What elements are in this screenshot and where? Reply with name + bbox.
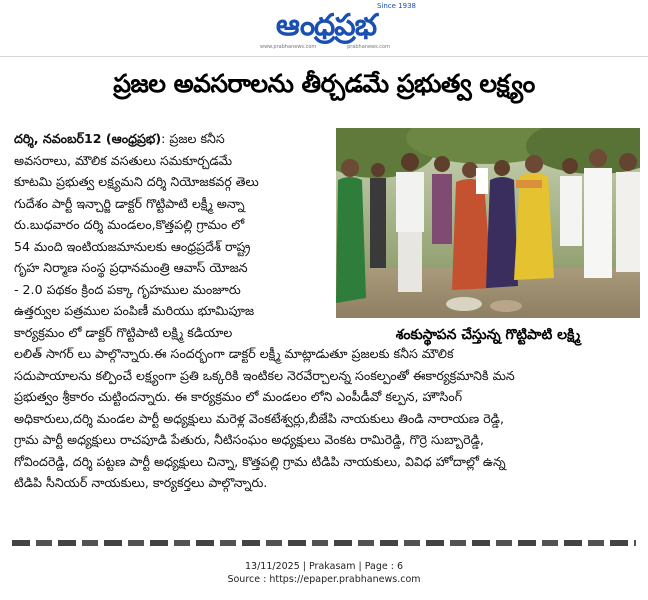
article-line: కార్యక్రమం లో డాక్టర్ గొట్టిపాటి లక్ష్మి కడియాల [14,324,233,340]
dateline: దర్శి, నవంబర్12 (ఆంధ్రప్రభ) [14,131,162,146]
article-line: అవసరాలు, మౌలిక వసతులు సమకూర్చడమే [14,152,233,168]
article-column [14,128,332,343]
logo-url-right: prabhanews.com [347,44,390,50]
article-line: గోవిందరెడ్డి, దర్శి పట్టణ పార్టీ అధ్యక్షులు చిన్నా, కొత్తపల్లి గ్రామ టిడిపి నాయకులు, వివిధ హోదాల్లో ఉన్న [14,453,506,469]
article-body-full [14,343,636,494]
clipped-text-edge [12,540,636,546]
article-line: లలిత్ సాగర్ లు పాల్గొన్నారు.ఈ సందర్భంగా డాక్టర్ లక్ష్మీ మాట్లాడుతూ ప్రజలకు కనీస మౌలిక [14,346,454,361]
article-line: ప్రభుత్వం శ్రీకారం చుట్టిందన్నారు. ఈ కార్యక్రమం లో మండలం లోని ఎంపీడీవో కల్పన, హౌసింగ్ [14,389,463,404]
newspaper-logo [236,2,416,50]
footer [0,560,648,586]
footer-source[interactable]: Source : https://epaper.prabhanews.com [227,574,421,585]
logo-url-left: www.prabhanews.com [260,44,317,50]
article-line: గుదేశం పార్టీ ఇన్చార్జి డాక్టర్ గొట్టిపాటి లక్ష్మీ అన్నా [14,195,245,211]
article-line: సదుపాయాలను కల్పించే లక్ష్యంగా ప్రతి ఒక్కరికి ఇంటికల నెరవేర్చాలన్న సంకల్పంతో ఈకార్యక్రమానికి మన [14,367,515,383]
photo-illustration [336,128,640,318]
article-line: రు.బుధవారం దర్శి మండలం,కొత్తపల్లి గ్రామం లో [14,217,245,232]
article-line: - 2.0 పథకం క్రింద పక్కా గృహముల మంజూరు [14,281,241,297]
article-line-text: ప్రజల కనీస [169,131,225,146]
article-line: ఉత్తర్వుల పత్రముల పంపిణీ మరియు భూమిపూజ [14,303,255,318]
article-line: కూటమి ప్రభుత్వ లక్ష్యమని దర్శి నియోజకవర్గ తెలు [14,174,259,189]
logo-text: ఆంధ్రప్రభ [275,8,377,43]
article-line: టిడిపి సీనియర్ నాయకులు, కార్యకర్తలు పాల్గొన్నారు. [14,475,268,490]
article-line: గృహ నిర్మాణ సంస్థ ప్రధానమంత్రి ఆవాస్ యోజన [14,260,248,275]
masthead [0,0,648,57]
logo-since: Since 1938 [376,2,416,10]
article-line: దర్శి, నవంబర్12 (ఆంధ్రప్రభ): ప్రజల కనీస [14,131,225,146]
article-line: 54 మంది ఇంటియజమానులకు ఆంధ్రప్రదేశ్ రాష్ట్ర [14,238,251,254]
article-line: అధికారులు,దర్శి మండల పార్టీ అధ్యక్షులు మరెళ్ల వెంకటేశ్వర్లు,బీజేపి నాయకులు తిండి నారాయణ రెడ్డి, [14,410,504,426]
article-headline: ప్రజల అవసరాలను తీర్చడమే ప్రభుత్వ లక్ష్యం [113,69,535,98]
photo-caption: శంకుస్థాపన చేస్తున్న గొట్టిపాటి లక్ష్మి [395,327,581,343]
footer-meta: 13/11/2025 | Prakasam | Page : 6 [245,561,403,572]
article-photo [336,128,640,318]
article-line: గ్రామ పార్టీ అధ్యక్షులు రాచపూడి పేతురు, నీటిసంఘం అధ్యక్షులు వెంకట రామిరెడ్డి, గొర్రె సుబ్బారెడ్డి, [14,432,484,447]
